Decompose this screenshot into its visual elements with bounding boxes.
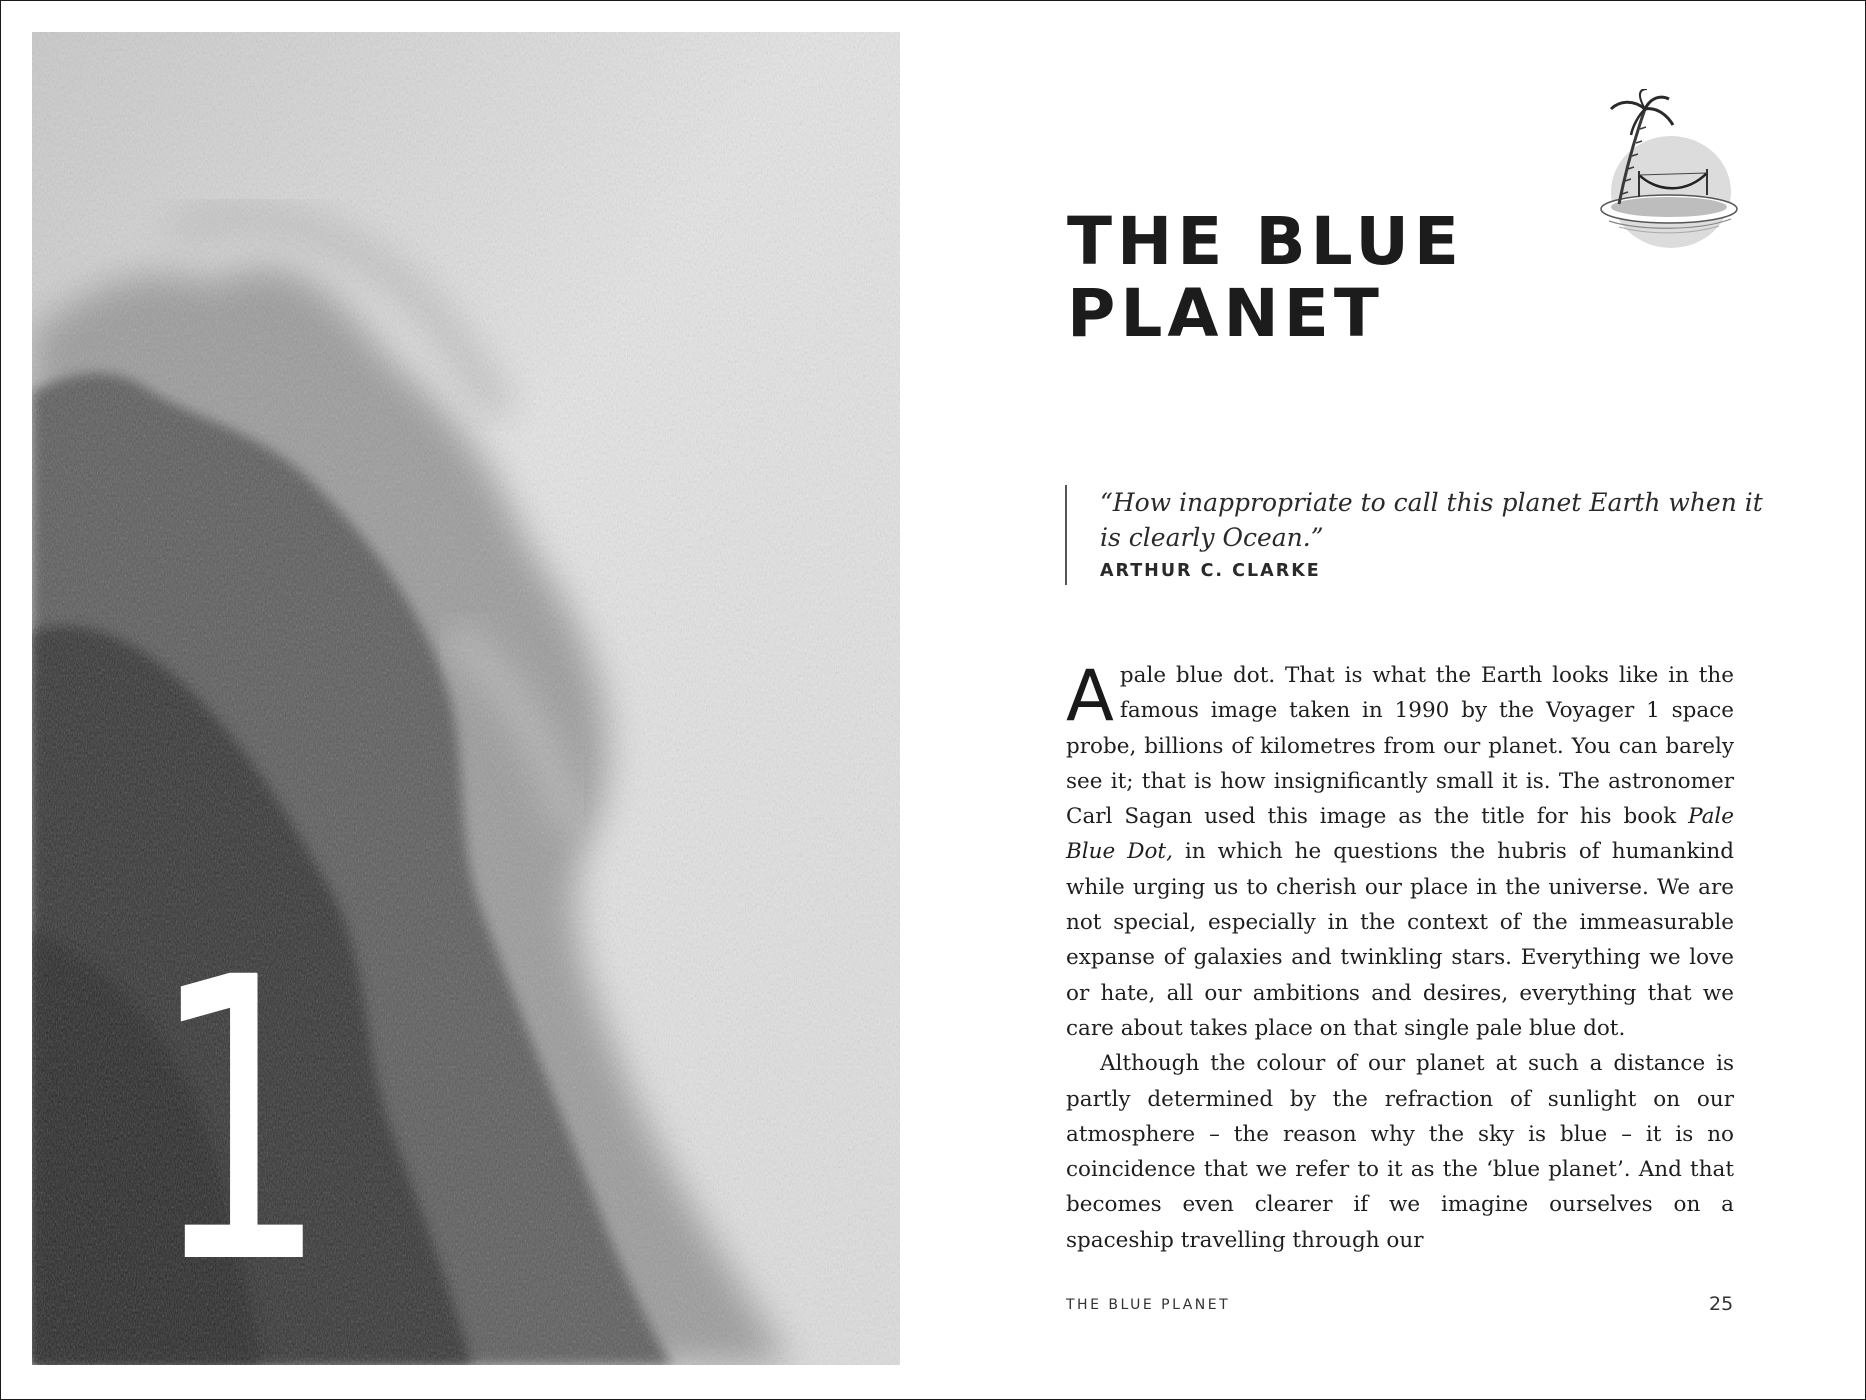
island-palm-hammock-icon [1589, 89, 1749, 259]
chapter-number: 1 [150, 895, 322, 1349]
drop-cap: A [1066, 655, 1114, 737]
book-title: Pale Blue Dot, [1066, 804, 1734, 865]
running-title: THE BLUE PLANET [1066, 1297, 1231, 1313]
chapter-title [1067, 203, 1465, 352]
paragraph-1-end: in which he questions the hubris of humankind while urging us to cherish our place in the universe. We are not special, especially in the context of the immeasurable expanse of galaxies and twinkling stars. Everything we love or hate, all our ambitions and desires, everything that we care about takes place on that single pale blue dot. [1066, 839, 1734, 1041]
chapter-photo [32, 32, 900, 1365]
page-number: 25 [1709, 1293, 1734, 1315]
paragraph-2: Although the colour of our planet at such a distance is partly determined by the refraction of sunlight on our atmosphere – the reason why the sky is blue – it is no coincidence that we refer to it as the ‘blue planet’. And that becomes even clearer if we imagine ourselves on a spaceship travelling through our [1066, 1051, 1734, 1253]
epigraph [1065, 485, 1780, 585]
chapter-title-line-2: PLANET [1067, 275, 1384, 352]
epigraph-quote: “How inappropriate to call this planet Earth when it is clearly Ocean.” [1100, 488, 1763, 552]
paragraph-1-start: pale blue dot. That is what the Earth looks like in the famous image taken in 1990 by the Voyager 1 space probe, billions of kilometres from our planet. You can barely see it; that is how insignificantly small it is. The astronomer Carl Sagan used this image as the title for his book [1066, 663, 1734, 830]
paragraph-1 [1066, 655, 1734, 1046]
chapter-title-line-1: THE BLUE [1067, 203, 1465, 280]
body-text [1066, 655, 1734, 1258]
epigraph-author: ARTHUR C. CLARKE [1100, 561, 1321, 581]
